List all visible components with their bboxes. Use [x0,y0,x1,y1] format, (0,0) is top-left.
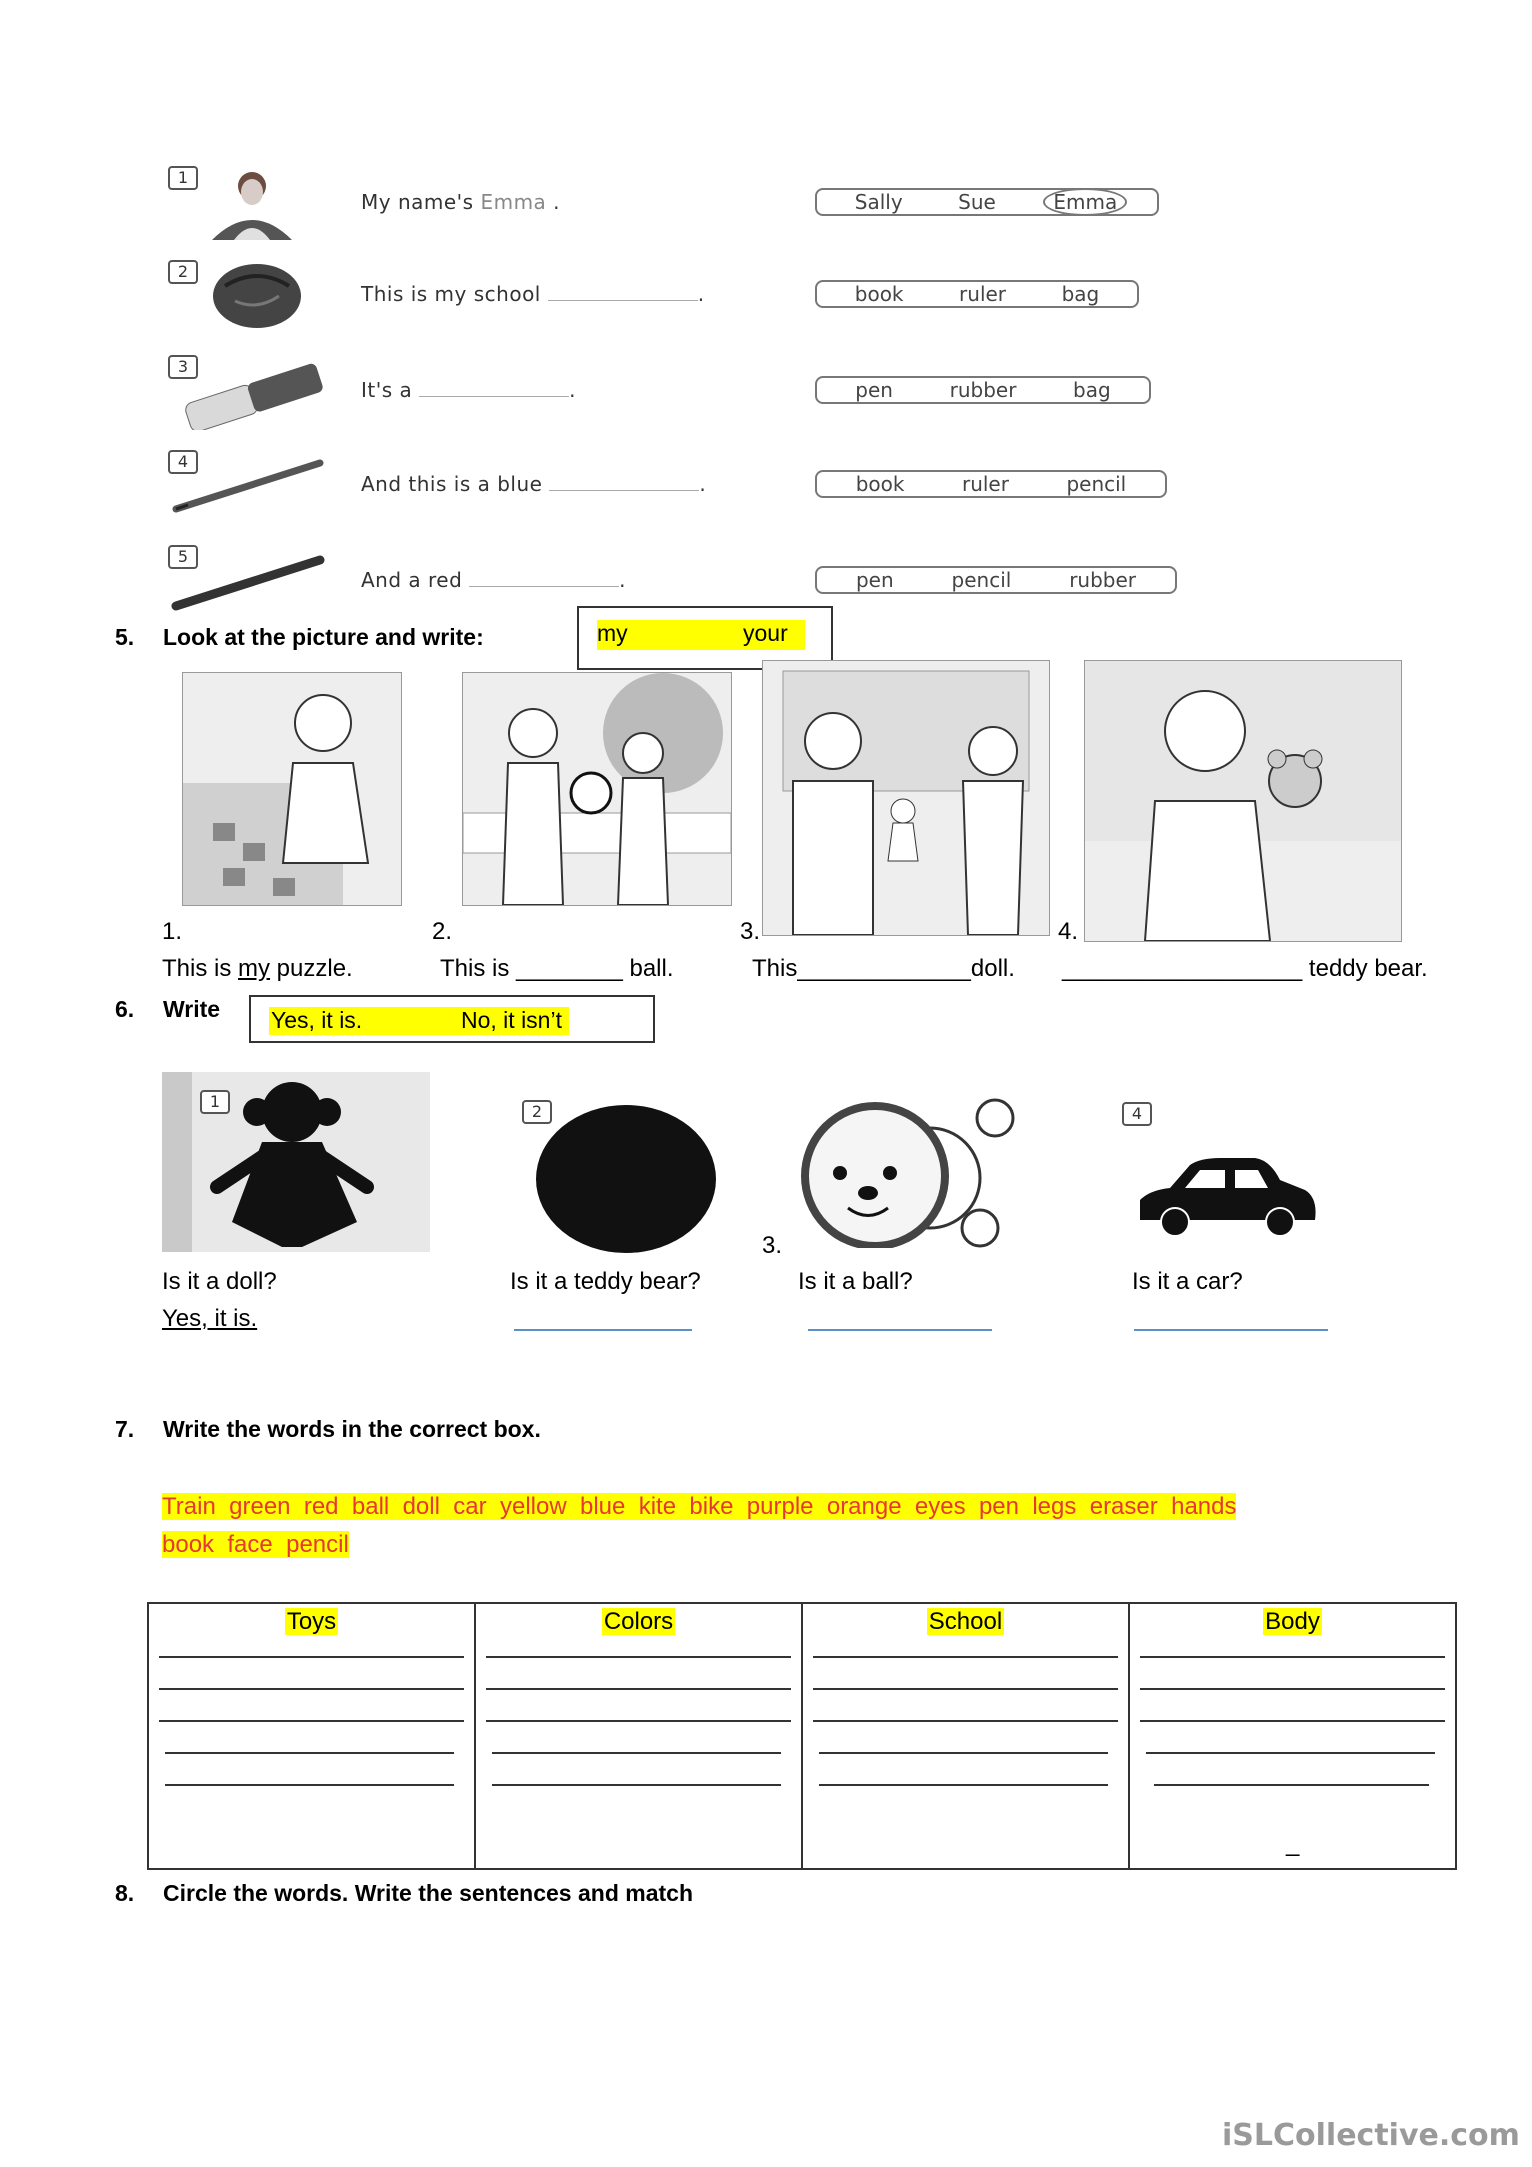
word-bank-word: face [227,1531,287,1558]
word-bank-word: hands [1171,1493,1237,1520]
write-line[interactable] [492,1752,781,1754]
column-header: Body [1265,1608,1320,1635]
exercise-number: 8. [115,1880,135,1906]
write-line[interactable] [165,1752,454,1754]
choice-word[interactable]: pencil [951,568,1012,592]
write-line[interactable] [813,1720,1118,1722]
choice-word[interactable]: Sally [854,190,903,214]
sentence-3 [361,378,576,402]
picture-sentence-3 [752,955,1015,983]
item-number: 2 [522,1100,552,1124]
column-school [802,1603,1129,1869]
column-header: Toys [286,1608,337,1635]
write-line[interactable] [819,1784,1108,1786]
exercise6-heading [115,996,220,1023]
write-line[interactable] [1140,1656,1445,1658]
sentence-1 [361,190,560,214]
word-bank-line [162,1493,1236,1520]
sentence-5 [361,568,626,592]
ball-silhouette-picture [536,1105,716,1253]
picture-sentence-2 [440,955,674,983]
girl-puzzle-picture [182,672,402,906]
choice-box-5 [815,566,1177,594]
kids-ball-picture [462,672,732,906]
column-body [1129,1603,1456,1869]
answer-line[interactable] [808,1329,992,1331]
item-number: 2 [168,260,198,284]
word-bank-word: red [303,1493,352,1520]
question-text: Is it a doll? [162,1268,277,1295]
column-header: School [928,1608,1003,1635]
picture-sentence-1 [162,955,353,983]
write-line[interactable] [159,1720,464,1722]
choice-word[interactable]: ruler [961,472,1009,496]
choice-word[interactable]: bag [1061,282,1100,306]
exercise-number: 7. [115,1416,135,1442]
write-line[interactable] [1140,1688,1445,1690]
write-line[interactable] [165,1784,454,1786]
answer-blank[interactable] [548,282,698,301]
item-number: 5 [168,545,198,569]
word-bank-word: car [453,1493,500,1520]
word-bank-word: yellow [499,1493,580,1520]
red-pencil-icon [168,550,328,612]
sentence-suffix: . [553,190,561,214]
sorting-table [147,1602,1457,1870]
stray-mark: _ [1286,1830,1300,1857]
question-text: Is it a car? [1132,1268,1243,1295]
choice-word[interactable]: pencil [1066,472,1127,496]
sentence-text: This [752,955,798,982]
sentence-suffix: . [569,378,576,402]
blue-pencil-icon [168,455,328,515]
word-bank-word: eraser [1089,1493,1172,1520]
answer-blank[interactable] [419,378,569,397]
girl-teddy-picture [1084,660,1402,942]
sentence-text: ball. [622,955,674,982]
choice-box-2 [815,280,1139,308]
choice-box-4 [815,470,1167,498]
word-option: my [597,620,628,646]
sentence-text: teddy bear. [1302,955,1428,982]
sentence-prefix: This is my school [361,282,541,306]
picture-number: 3. [740,918,761,945]
filled-answer: Yes, it is. [162,1305,258,1332]
write-line[interactable] [159,1656,464,1658]
sentence-text: puzzle. [270,955,353,982]
sentence-suffix: . [619,568,627,592]
answer-line[interactable] [1134,1329,1328,1331]
exercise-title: Write the words in the correct box. [163,1416,541,1442]
word-bank-word: legs [1032,1493,1090,1520]
exercise-title: Write [163,996,221,1022]
answer-blank[interactable] [549,472,699,491]
word-bank-word: pencil [286,1531,349,1558]
choice-word[interactable]: pen [855,568,894,592]
write-line[interactable] [813,1688,1118,1690]
picture-number: 4. [1058,918,1079,945]
sentence-prefix: My name's [361,190,474,214]
write-line[interactable] [486,1720,791,1722]
word-option: No, it isn’t [461,1007,562,1033]
write-line[interactable] [486,1688,791,1690]
word-bank [162,1488,1402,1564]
picture-number: 2. [432,918,453,945]
exercise-title: Look at the picture and write: [163,624,484,650]
exercise7-heading [115,1416,541,1443]
girl-photo-icon [172,166,310,240]
column-colors [475,1603,802,1869]
word-bank-word: green [229,1493,304,1520]
word-bank-word: pen [978,1493,1033,1520]
watermark-text: iSLCollective.com [1222,2118,1520,2153]
answer-blank[interactable]: ________ [516,955,623,982]
column-toys [148,1603,475,1869]
sentence-2 [361,282,705,306]
exercise8-heading [115,1880,693,1907]
exercise5-heading [115,624,484,651]
word-bank-word: ball [351,1493,403,1520]
word-bank-word: eyes [914,1493,979,1520]
write-line[interactable] [486,1656,791,1658]
filled-answer: my [238,955,271,982]
eraser-icon [172,355,334,430]
answer-blank[interactable] [469,568,619,587]
column-header: Colors [603,1608,674,1635]
word-bank-word: orange [826,1493,915,1520]
exercise-title: Circle the words. Write the sentences and match [163,1880,693,1906]
write-line[interactable] [1140,1720,1445,1722]
word-box-yes-no [249,995,655,1043]
write-line[interactable] [492,1784,781,1786]
write-line[interactable] [1146,1752,1435,1754]
write-line[interactable] [819,1752,1108,1754]
word-bank-line [162,1531,349,1558]
sentence-text: This is [162,955,239,982]
answer-blank[interactable]: __________________ [1062,955,1303,982]
exercise-number: 5. [115,624,135,650]
write-line[interactable] [813,1656,1118,1658]
question-text: Is it a ball? [798,1268,913,1295]
picture-number: 1. [162,918,183,945]
item-number: 4 [1122,1102,1152,1126]
school-bag-icon [205,256,310,331]
sentence-text: doll. [970,955,1015,982]
choice-word[interactable]: book [854,282,904,306]
word-bank-word: purple [746,1493,827,1520]
choice-box-1 [815,188,1159,216]
word-bank-word: Train [162,1493,230,1520]
answer-line[interactable] [514,1329,692,1331]
item-number: 1 [168,166,198,190]
choice-word[interactable]: pen [855,378,893,402]
choice-word[interactable]: book [855,472,905,496]
item-number: 1 [200,1090,230,1114]
sentence-suffix: . [699,472,707,496]
sentence-4 [361,472,706,496]
choice-box-3 [815,376,1151,404]
choice-word[interactable]: rubber [1069,568,1137,592]
car-silhouette-picture [1130,1150,1320,1240]
choice-word-circled[interactable]: Emma [1043,188,1127,216]
item-number: 4 [168,450,198,474]
word-bank-word: book [162,1531,228,1558]
word-bank-word: kite [638,1493,690,1520]
teddy-zoom-picture [780,1098,1050,1248]
word-option: Yes, it is. [271,1007,363,1033]
item-number: 3 [168,355,198,379]
write-line[interactable] [159,1688,464,1690]
filled-answer: Emma [480,190,547,214]
kids-doll-picture [762,660,1050,936]
sentence-prefix: And this is a blue [361,472,543,496]
choice-word[interactable]: rubber [949,378,1017,402]
choice-word[interactable]: Sue [958,190,996,214]
picture-number: 3. [762,1232,783,1259]
word-bank-word: bike [689,1493,747,1520]
question-text: Is it a teddy bear? [510,1268,701,1295]
exercise-number: 6. [115,996,135,1022]
sentence-prefix: It's a [361,378,413,402]
sentence-text: This is [440,955,517,982]
word-bank-word: doll [402,1493,454,1520]
word-bank-word: blue [580,1493,639,1520]
picture-sentence-4 [1062,955,1428,983]
sentence-prefix: And a red [361,568,463,592]
write-line[interactable] [1154,1784,1429,1786]
sentence-suffix: . [697,282,705,306]
choice-word[interactable]: ruler [959,282,1007,306]
choice-word[interactable]: bag [1073,378,1111,402]
answer-blank[interactable]: _____________ [797,955,971,982]
word-option: your [743,620,788,646]
